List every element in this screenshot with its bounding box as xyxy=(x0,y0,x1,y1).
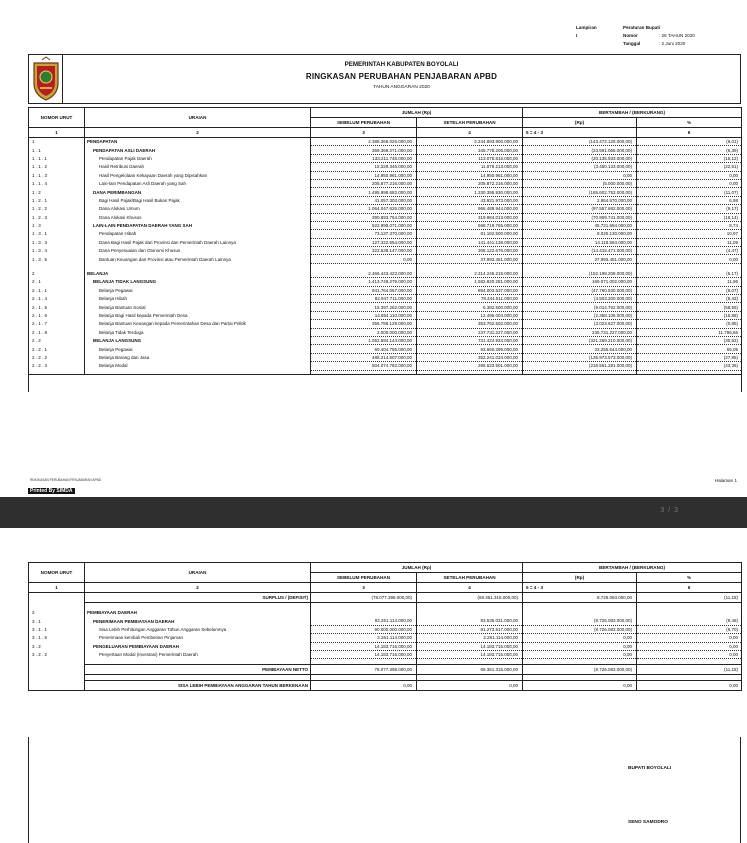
row-persen: 10,97 xyxy=(637,230,742,238)
row-setelah: 2.261.114.000,00 xyxy=(417,634,523,642)
row-uraian: Pendapatan Pajak Daerah xyxy=(85,154,311,162)
table-row xyxy=(29,171,742,179)
row-selisih: (321.269.210.000,00) xyxy=(523,336,637,344)
table-row xyxy=(29,154,742,162)
row-number: 3 . 2 . 2 xyxy=(29,650,85,658)
row-setelah: 78.444.511.000,00 xyxy=(417,295,523,303)
table-row xyxy=(29,295,742,303)
row-uraian: Belanja Bagi Hasil kepada Pemerintah Desa xyxy=(85,311,311,319)
table-row xyxy=(29,328,742,336)
col-idx-4: 4 xyxy=(417,583,523,593)
row-number: 3 xyxy=(29,609,85,617)
row-number: 2 . 2 . 1 xyxy=(29,345,85,353)
row-selisih: (8.726.083.000,00) xyxy=(523,617,637,625)
row-sebelum: 92.261.114.000,00 xyxy=(311,617,417,625)
row-selisih: (165.602.753.000,00) xyxy=(523,188,637,196)
col-jumlah: JUMLAH (Rp) xyxy=(311,563,523,573)
row-setelah: 966.489.944.000,00 xyxy=(417,205,523,213)
row-selisih: (8.726.083.000,00) xyxy=(523,625,637,633)
row-uraian: Penyertaan Modal (Investasi) Pemerintah Daerah xyxy=(85,650,311,658)
row-uraian: PENERIMAAN PEMBIAYAAN DAERAH xyxy=(85,617,311,625)
summary-table-page1 xyxy=(28,107,742,392)
col-jumlah: JUMLAH (Rp) xyxy=(311,108,523,118)
row-persen: (43,36) xyxy=(637,362,742,370)
row-persen: (22,51) xyxy=(637,163,742,171)
row-number: 1 . 2 . 1 xyxy=(29,196,85,204)
row-persen: 11.786,56 xyxy=(637,328,742,336)
row-persen: (9,70) xyxy=(637,625,742,633)
row-uraian: Pendapatan Hibah xyxy=(85,230,311,238)
row-persen: 6,98 xyxy=(637,196,742,204)
row-setelah: 285.523.501.000,00 xyxy=(417,362,523,370)
netto-label: PEMBIAYAAN NETTO xyxy=(85,665,311,675)
row-persen: (6,01) xyxy=(637,138,742,146)
row-number: 2 . 2 . 3 xyxy=(29,362,85,370)
row-number: 1 . 3 xyxy=(29,221,85,229)
row-setelah: 12.496.004.000,00 xyxy=(417,311,523,319)
row-setelah: 113.075.815.000,00 xyxy=(417,154,523,162)
footer-note: RINGKASAN PERUBAHAN PENJABARAN APBD xyxy=(30,478,102,482)
row-persen: 0,00 xyxy=(637,179,742,187)
row-selisih: (152.198.208.000,00) xyxy=(523,269,637,277)
row-number: 2 . 1 . 8 xyxy=(29,328,85,336)
row-sebelum: 14.854.110.000,00 xyxy=(311,311,417,319)
table-row xyxy=(29,255,742,263)
silpa-row: SISA LEBIH PEMBIAYAAN ANGGARAN TAHUN BERKENAAN 0,00 0,00 0,00 0,00 xyxy=(29,681,742,691)
row-persen: (4,47) xyxy=(637,247,742,255)
row-uraian: Dana Alokasi Umum xyxy=(85,205,311,213)
signature-name: SENO SAMODRO xyxy=(628,820,668,825)
row-uraian: Dana Alokasi Khusus xyxy=(85,213,311,221)
row-sebelum: 15.397.262.000,00 xyxy=(311,303,417,311)
table-row xyxy=(29,336,742,344)
table-row xyxy=(29,247,742,255)
row-number: 2 . 1 . 5 xyxy=(29,303,85,311)
boyolali-crest-logo xyxy=(29,55,63,103)
row-uraian: Belanja Pegawai xyxy=(85,286,311,294)
row-number: 2 . 1 . 4 xyxy=(29,295,85,303)
row-sebelum: 1.413.749.279.000,00 xyxy=(311,278,417,286)
row-persen: (0,85) xyxy=(637,320,742,328)
table-row xyxy=(29,230,742,238)
row-persen: 8,74 xyxy=(637,221,742,229)
table-row xyxy=(29,138,742,146)
row-number: 2 . 1 . 7 xyxy=(29,320,85,328)
row-uraian: Belanja Modal xyxy=(85,362,311,370)
row-number: 1 . 3 . 1 xyxy=(29,230,85,238)
row-selisih: (2.358.106.000,00) xyxy=(523,311,637,319)
row-sebelum: 2.261.114.000,00 xyxy=(311,634,417,642)
row-persen: 11,96 xyxy=(637,278,742,286)
silpa-label: SISA LEBIH PEMBIAYAAN ANGGARAN TAHUN BERKENAAN xyxy=(85,681,311,691)
row-setelah: 2.244.893.900.000,00 xyxy=(417,138,523,146)
row-persen: (30,52) xyxy=(637,336,742,344)
tanggal-value: : 2 Juni 2020 xyxy=(659,41,686,46)
row-setelah: 345.778.205.000,00 xyxy=(417,146,523,154)
row-sebelum: 133.211.748.000,00 xyxy=(311,154,417,162)
row-selisih: 0,00 xyxy=(523,650,637,658)
row-number: 1 xyxy=(29,138,85,146)
row-sebelum: 1.064.047.626.000,00 xyxy=(311,205,417,213)
col-idx-3: 3 xyxy=(311,128,417,138)
row-sebelum: 522.998.071.000,00 xyxy=(311,221,417,229)
row-setelah: 319.984.013.000,00 xyxy=(417,213,523,221)
row-selisih: 0,00 xyxy=(523,634,637,642)
document-header xyxy=(28,54,741,104)
col-idx-2: 2 xyxy=(85,583,311,593)
row-number: 1 . 2 xyxy=(29,188,85,196)
row-persen: 0,00 xyxy=(637,634,742,642)
row-number: 1 . 1 . 4 xyxy=(29,179,85,187)
row-persen: 11,09 xyxy=(637,238,742,246)
row-uraian: Bantuan Keuangan dari Provinsi atau Pemerintah Daerah Lainnya xyxy=(85,255,311,263)
row-number: 2 . 2 xyxy=(29,336,85,344)
row-uraian: PENDAPATAN ASLI DAERAH xyxy=(85,146,311,154)
col-idx-4: 4 xyxy=(417,128,523,138)
col-idx-5: 5 = 4 - 3 xyxy=(523,583,637,593)
col-idx-6: 6 xyxy=(637,128,742,138)
col-uraian: URAIAN xyxy=(85,108,311,128)
row-selisih: 169.071.002.000,00 xyxy=(523,278,637,286)
row-uraian: Penerimaan kembali Pemberian Pinjaman xyxy=(85,634,311,642)
row-number: 1 . 1 . 1 xyxy=(29,154,85,162)
row-sebelum: 504.074.782.000,00 xyxy=(311,362,417,370)
row-setelah: 141.441.138.000,00 xyxy=(417,238,523,246)
col-idx-3: 3 xyxy=(311,583,417,593)
page-number: Halaman 1 xyxy=(714,478,737,483)
row-uraian: Hasil Pengelolaan Kekayaan Daerah yang Dipisahkan xyxy=(85,171,311,179)
page-indicator: 3 / 3 xyxy=(660,507,679,514)
row-sebelum: 15.329.346.000,00 xyxy=(311,163,417,171)
row-persen: (27,85) xyxy=(637,353,742,361)
table-row xyxy=(29,634,742,642)
row-selisih: (9.014.762.000,00) xyxy=(523,303,637,311)
row-setelah: 14.183.716.000,00 xyxy=(417,650,523,658)
row-persen: (58,55) xyxy=(637,303,742,311)
row-selisih: (14.415.471.000,00) xyxy=(523,247,637,255)
row-persen: (6,39) xyxy=(637,146,742,154)
table-row xyxy=(29,642,742,650)
table-row xyxy=(29,320,742,328)
row-number: 2 . 2 . 2 xyxy=(29,353,85,361)
row-selisih: (135.973.573.000,00) xyxy=(523,353,637,361)
row-sebelum: 14.183.716.000,00 xyxy=(311,650,417,658)
row-selisih: (4.503.200.000,00) xyxy=(523,295,637,303)
row-setelah: 43.921.973.000,00 xyxy=(417,196,523,204)
table-row xyxy=(29,353,742,361)
document-page-2 xyxy=(0,528,747,843)
row-setelah: 568.719.765.000,00 xyxy=(417,221,523,229)
row-persen: 0,00 xyxy=(637,650,742,658)
table-row xyxy=(29,163,742,171)
row-selisih: (3.450.133.000,00) xyxy=(523,163,637,171)
col-sebelum: SEBELUM PERUBAHAN xyxy=(311,118,417,128)
header-title: RINGKASAN PERUBAHAN PENJABARAN APBD xyxy=(305,72,498,81)
viewer-page-gap xyxy=(0,497,747,528)
row-persen: 0,00 xyxy=(637,171,742,179)
netto-row: PEMBIAYAAN NETTO 78.077.398.000,00 69.351.315.000,00 (8.726.083.000,00) (11,18) xyxy=(29,665,742,675)
row-number: 3 . 1 . 5 xyxy=(29,634,85,642)
row-persen: (5,07) xyxy=(637,286,742,294)
table-row xyxy=(29,617,742,625)
row-number: 3 . 1 xyxy=(29,617,85,625)
row-selisih: 0,00 xyxy=(523,642,637,650)
row-uraian: BELANJA xyxy=(85,269,311,277)
row-sebelum: 205.877.216.000,00 xyxy=(311,179,417,187)
row-persen: (5,43) xyxy=(637,295,742,303)
row-setelah: 14.950.961.000,00 xyxy=(417,171,523,179)
row-uraian: Dana Bagi Hasil Pajak dari Provinsi dan Pemerintah Daerah Lainnya xyxy=(85,238,311,246)
header-government: PEMERINTAH KABUPATEN BOYOLALI xyxy=(344,61,459,68)
row-selisih: (218.551.281.000,00) xyxy=(523,362,637,370)
row-selisih: (47.760.530.000,00) xyxy=(523,286,637,294)
row-selisih: 2.864.670.000,00 xyxy=(523,196,637,204)
row-setelah: 6.382.500.000,00 xyxy=(417,303,523,311)
row-number: 3 . 1 . 1 xyxy=(29,625,85,633)
table-row xyxy=(29,303,742,311)
col-setelah: SETELAH PERUBAHAN xyxy=(417,573,523,583)
row-setelah: 894.003.537.000,00 xyxy=(417,286,523,294)
row-setelah: 37.993.451.000,00 xyxy=(417,255,523,263)
row-setelah: 308.122.676.000,00 xyxy=(417,247,523,255)
table-row xyxy=(29,286,742,294)
col-rp: (Rp) xyxy=(523,573,637,583)
row-selisih: 235.731.227.000,00 xyxy=(523,328,637,336)
row-sebelum: 1.495.998.683.000,00 xyxy=(311,188,417,196)
row-uraian: BELANJA LANGSUNG xyxy=(85,336,311,344)
header-year: TAHUN ANGGARAN 2020 xyxy=(373,85,430,90)
col-nomor: NOMOR URUT xyxy=(29,563,85,583)
row-uraian: Belanja Barang dan Jasa xyxy=(85,353,311,361)
tanggal-label: Tanggal xyxy=(623,41,641,46)
row-persen: 0,00 xyxy=(637,255,742,263)
summary-table-page2 xyxy=(28,562,742,691)
col-idx-1: 1 xyxy=(29,128,85,138)
row-uraian: Belanja Pegawai xyxy=(85,345,311,353)
row-uraian: Belanja Bantuan Keuangan kepada Pemerintahan Desa dan Partai Politik xyxy=(85,320,311,328)
row-selisih: 8.025.130.000,00 xyxy=(523,230,637,238)
lampiran-title: Peraturan Bupati xyxy=(623,25,661,30)
row-sebelum: 0,00 xyxy=(311,255,417,263)
row-number: 2 . 1 . 6 xyxy=(29,311,85,319)
table-row xyxy=(29,146,742,154)
col-pct: % xyxy=(637,573,742,583)
row-selisih xyxy=(523,609,637,617)
col-idx-1: 1 xyxy=(29,583,85,593)
row-uraian: BELANJA TIDAK LANGSUNG xyxy=(85,278,311,286)
row-setelah: 1.330.395.930.000,00 xyxy=(417,188,523,196)
row-persen: (9,46) xyxy=(637,617,742,625)
col-idx-6: 6 xyxy=(637,583,742,593)
row-setelah: 93.660.399.000,00 xyxy=(417,345,523,353)
row-persen: 55,05 xyxy=(637,345,742,353)
row-persen: 0,00 xyxy=(637,642,742,650)
printed-by-stamp: Printed By SIMDA xyxy=(30,488,73,494)
row-sebelum: 2.000.000.000,00 xyxy=(311,328,417,336)
row-setelah: 2.314.245.215.000,00 xyxy=(417,269,523,277)
row-number: 1 . 3 . 5 xyxy=(29,255,85,263)
col-setelah: SETELAH PERUBAHAN xyxy=(417,118,523,128)
row-sebelum: 73.137.370.000,00 xyxy=(311,230,417,238)
row-selisih: 45.721.694.000,00 xyxy=(523,221,637,229)
row-uraian: Dana Penyesuaian dan Otonomi Khusus xyxy=(85,247,311,255)
row-sebelum: 1.052.694.144.000,00 xyxy=(311,336,417,344)
row-uraian: LAIN-LAIN PENDAPATAN DAERAH YANG SAH xyxy=(85,221,311,229)
col-pct: % xyxy=(637,118,742,128)
col-nomor: NOMOR URUT xyxy=(29,108,85,128)
row-persen xyxy=(637,609,742,617)
row-number: 2 . 1 . 1 xyxy=(29,286,85,294)
row-sebelum: 322.538.147.000,00 xyxy=(311,247,417,255)
nomor-value: : 26 TAHUN 2020 xyxy=(659,33,695,38)
row-sebelum: 14.950.961.000,00 xyxy=(311,171,417,179)
col-bertambah: BERTAMBAH / (BERKURANG) xyxy=(523,563,742,573)
row-uraian: Hasil Retribusi Daerah xyxy=(85,163,311,171)
table-row xyxy=(29,362,742,370)
row-number: 1 . 1 xyxy=(29,146,85,154)
row-sebelum: 2.466.443.423.000,00 xyxy=(311,269,417,277)
row-persen: (6,17) xyxy=(637,269,742,277)
table-row xyxy=(29,345,742,353)
row-number: 1 . 3 . 3 xyxy=(29,238,85,246)
row-number: 1 . 2 . 3 xyxy=(29,213,85,221)
row-selisih: (5.000.000,00) xyxy=(523,179,637,187)
row-number: 1 . 2 . 2 xyxy=(29,205,85,213)
row-uraian: PENDAPATAN xyxy=(85,138,311,146)
row-sebelum: 356.786.129.000,00 xyxy=(311,320,417,328)
row-selisih: 37.993.451.000,00 xyxy=(523,255,637,263)
col-idx-5: 5 = 4 - 3 xyxy=(523,128,637,138)
table-row xyxy=(29,650,742,658)
row-sebelum: 369.369.271.000,00 xyxy=(311,146,417,154)
signature-box xyxy=(28,737,741,843)
row-selisih: 33.255.644.000,00 xyxy=(523,345,637,353)
lampiran-label: Lampiran I xyxy=(576,25,597,38)
row-uraian: PEMBIAYAAN DAERAH xyxy=(85,609,311,617)
col-idx-2: 2 xyxy=(85,128,311,138)
row-number: 1 . 1 . 2 xyxy=(29,163,85,171)
table-row xyxy=(29,196,742,204)
row-sebelum: 90.000.000.000,00 xyxy=(311,625,417,633)
row-persen: (15,88) xyxy=(637,311,742,319)
row-setelah: 731.424.934.000,00 xyxy=(417,336,523,344)
row-persen: (18,14) xyxy=(637,213,742,221)
row-setelah: 237.731.227.000,00 xyxy=(417,328,523,336)
row-sebelum: 2.388.366.025.000,00 xyxy=(311,138,417,146)
row-setelah: 352.241.034.000,00 xyxy=(417,353,523,361)
table-row xyxy=(29,221,742,229)
row-number: 1 . 3 . 4 xyxy=(29,247,85,255)
row-number: 2 xyxy=(29,269,85,277)
row-number: 1 . 1 . 3 xyxy=(29,171,85,179)
table-row xyxy=(29,269,742,277)
row-selisih: (70.909.741.000,00) xyxy=(523,213,637,221)
table-row xyxy=(29,278,742,286)
row-persen: (15,12) xyxy=(637,154,742,162)
row-selisih: 14.118.584.000,00 xyxy=(523,238,637,246)
row-setelah: 81.273.917.000,00 xyxy=(417,625,523,633)
row-number: 3 . 2 xyxy=(29,642,85,650)
row-selisih: (97.557.682.000,00) xyxy=(523,205,637,213)
row-persen: (9,17) xyxy=(637,205,742,213)
row-setelah: 1.582.820.281.000,00 xyxy=(417,278,523,286)
table-row xyxy=(29,213,742,221)
row-selisih: (3.023.627.000,00) xyxy=(523,320,637,328)
row-sebelum: 14.183.716.000,00 xyxy=(311,642,417,650)
col-sebelum: SEBELUM PERUBAHAN xyxy=(311,573,417,583)
row-uraian: PENGELUARAN PEMBIAYAAN DAERAH xyxy=(85,642,311,650)
row-number: 2 . 1 xyxy=(29,278,85,286)
row-setelah xyxy=(417,609,523,617)
table-row xyxy=(29,179,742,187)
row-selisih: 0,00 xyxy=(523,171,637,179)
row-uraian: Belanja Tidak Terduga xyxy=(85,328,311,336)
signature-title: BUPATI BOYOLALI xyxy=(628,766,672,771)
row-setelah: 205.872.216.000,00 xyxy=(417,179,523,187)
col-bertambah: BERTAMBAH / (BERKURANG) xyxy=(523,108,742,118)
row-uraian: Belanja Hibah xyxy=(85,295,311,303)
table-row xyxy=(29,205,742,213)
row-setelah: 81.162.500.000,00 xyxy=(417,230,523,238)
row-setelah: 83.535.031.000,00 xyxy=(417,617,523,625)
surplus-row: SURPLUS / (DEFISIT) (78.077.398.000,00) (69.351.315.000,00) 8.726.083.000,00 (11,18) xyxy=(29,593,742,603)
table-row xyxy=(29,625,742,633)
nomor-label: Nomor xyxy=(623,33,638,38)
row-sebelum xyxy=(311,609,417,617)
row-setelah: 14.183.716.000,00 xyxy=(417,642,523,650)
row-uraian: Lain-lain Pendapatan Asli Daerah yang Sah xyxy=(85,179,311,187)
row-persen: (11,07) xyxy=(637,188,742,196)
row-uraian: Belanja Bantuan Sosial xyxy=(85,303,311,311)
row-sebelum: 82.947.711.000,00 xyxy=(311,295,417,303)
row-uraian: Sisa Lebih Perhitungan Anggaran Tahun Anggaran Sebelumnya xyxy=(85,625,311,633)
row-selisih: (23.591.066.000,00) xyxy=(523,146,637,154)
row-sebelum: 390.893.754.000,00 xyxy=(311,213,417,221)
row-selisih: (143.472.125.000,00) xyxy=(523,138,637,146)
surplus-label: SURPLUS / (DEFISIT) xyxy=(85,593,311,603)
row-setelah: 11.879.213.000,00 xyxy=(417,163,523,171)
row-selisih: (20.135.933.000,00) xyxy=(523,154,637,162)
row-sebelum: 127.322.554.000,00 xyxy=(311,238,417,246)
row-sebelum: 941.764.067.000,00 xyxy=(311,286,417,294)
table-row xyxy=(29,311,742,319)
row-uraian: Bagi Hasil Pajak/Bagi Hasil Bukan Pajak xyxy=(85,196,311,204)
table-row xyxy=(29,238,742,246)
col-rp: (Rp) xyxy=(523,118,637,128)
row-sebelum: 41.057.303.000,00 xyxy=(311,196,417,204)
col-uraian: URAIAN xyxy=(85,563,311,583)
row-sebelum: 488.214.607.000,00 xyxy=(311,353,417,361)
row-sebelum: 60.404.755.000,00 xyxy=(311,345,417,353)
table-row xyxy=(29,609,742,617)
row-setelah: 353.762.502.000,00 xyxy=(417,320,523,328)
row-uraian: DANA PERIMBANGAN xyxy=(85,188,311,196)
table-row xyxy=(29,188,742,196)
